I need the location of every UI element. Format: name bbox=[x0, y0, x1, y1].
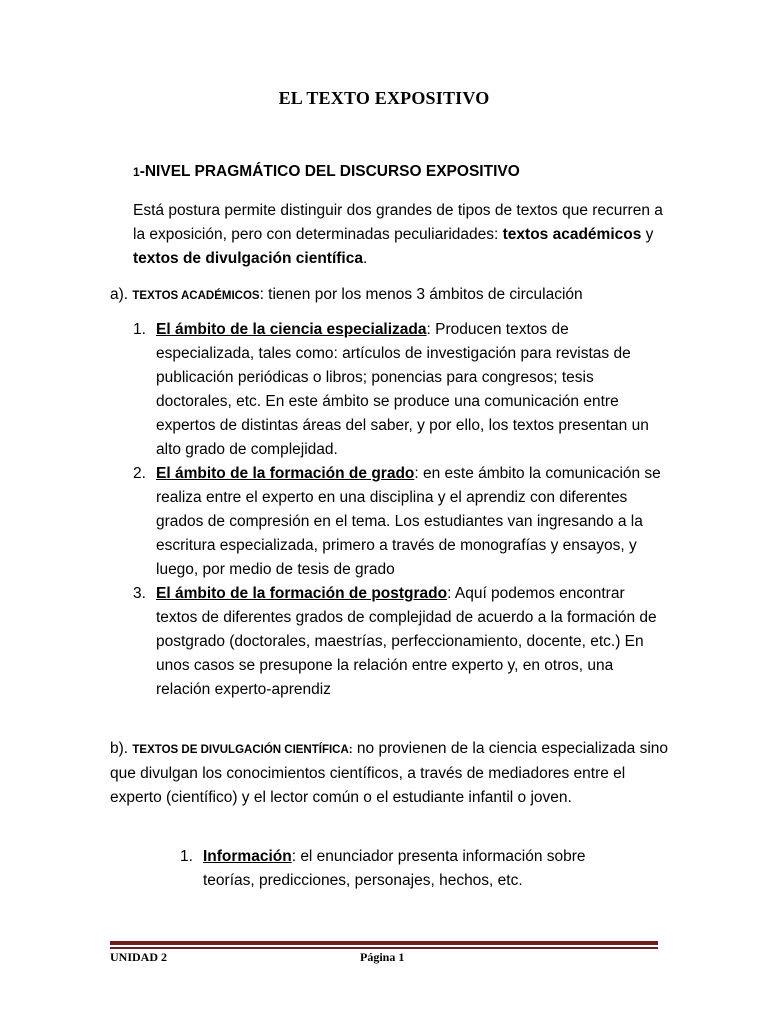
section-a-paragraph bbox=[110, 283, 670, 308]
section-1-text: -NIVEL PRAGMÁTICO DEL DISCURSO EXPOSITIVO bbox=[139, 163, 520, 180]
intro-text-1: Está postura permite distinguir dos grandes de tipos de textos que recurren a la exposición, pero con determinadas peculiaridades: bbox=[133, 202, 663, 243]
footer-rule-thin bbox=[110, 947, 658, 949]
divulgacion-list bbox=[180, 845, 640, 893]
list-item-heading: El ámbito de la formación de postgrado bbox=[156, 585, 448, 602]
section-b-text: no provienen de la ciencia especializada sino que divulgan los conocimientos científicos, a través de mediadores entre el experto (científico) y el lector común o el estudiante infantil o joven. bbox=[110, 740, 668, 806]
list-item-heading: El ámbito de la formación de grado bbox=[156, 465, 415, 482]
list-item bbox=[133, 318, 663, 462]
section-1-heading bbox=[133, 163, 520, 181]
section-a-prefix: a). bbox=[110, 286, 133, 303]
list-item-text: : Producen textos de especializada, tales como: artículos de investigación para revistas de publicación periódicas o libros; ponencias para congresos; tesis doctorales, etc. En este ámbito se produce una comunicación entre expertos de distintas áreas del saber, y por ello, los textos presentan un alto grado de complejidad. bbox=[156, 321, 649, 458]
list-item bbox=[180, 845, 640, 893]
list-item-text: : en este ámbito la comunicación se realiza entre el experto en una disciplina y el aprendiz con diferentes grados de compresión en el tema. Los estudiantes van ingresando a la escritura especializada, primero a través de monografías y ensayos, y luego, por medio de tesis de grado bbox=[156, 465, 661, 578]
section-1-number: 1 bbox=[133, 165, 140, 179]
list-item bbox=[133, 462, 663, 582]
ambitos-list bbox=[133, 318, 663, 702]
list-item-number: 3. bbox=[133, 585, 146, 602]
footer-rule-thick bbox=[110, 941, 658, 945]
list-item-number: 1. bbox=[133, 321, 146, 338]
section-b-label: TEXTOS DE DIVULGACIÓN CIENTÍFICA: bbox=[132, 744, 353, 756]
intro-text-2: y bbox=[641, 226, 654, 243]
intro-bold-divulgacion: textos de divulgación científica bbox=[133, 250, 363, 267]
section-b-paragraph bbox=[110, 737, 675, 810]
footer-unit: UNIDAD 2 bbox=[110, 950, 167, 964]
intro-text-3: . bbox=[362, 250, 368, 267]
section-b-prefix: b). bbox=[110, 740, 133, 757]
document-title: EL TEXTO EXPOSITIVO bbox=[278, 88, 490, 108]
list-item bbox=[133, 582, 663, 702]
footer-page-number: Página 1 bbox=[360, 950, 405, 964]
list-item-text: : el enunciador presenta información sobre teorías, predicciones, personajes, hechos, etc. bbox=[203, 848, 586, 889]
list-item-number: 2. bbox=[133, 465, 146, 482]
list-item-heading: El ámbito de la ciencia especializada bbox=[156, 321, 427, 338]
section-a-label: TEXTOS ACADÉMICOS bbox=[132, 290, 260, 302]
section-a-text: : tienen por los menos 3 ámbitos de circulación bbox=[259, 286, 583, 303]
intro-paragraph bbox=[133, 199, 673, 271]
list-item-heading: Información bbox=[203, 848, 292, 865]
list-item-number: 1. bbox=[180, 848, 193, 865]
list-item-text: : Aquí podemos encontrar textos de diferentes grados de complejidad de acuerdo a la formación de postgrado (doctorales, maestrías, perfeccionamiento, docente, etc.) En unos casos se presupone la relación entre experto y, en otros, una relación experto-aprendiz bbox=[156, 585, 657, 698]
intro-bold-academicos: textos académicos bbox=[502, 226, 642, 243]
